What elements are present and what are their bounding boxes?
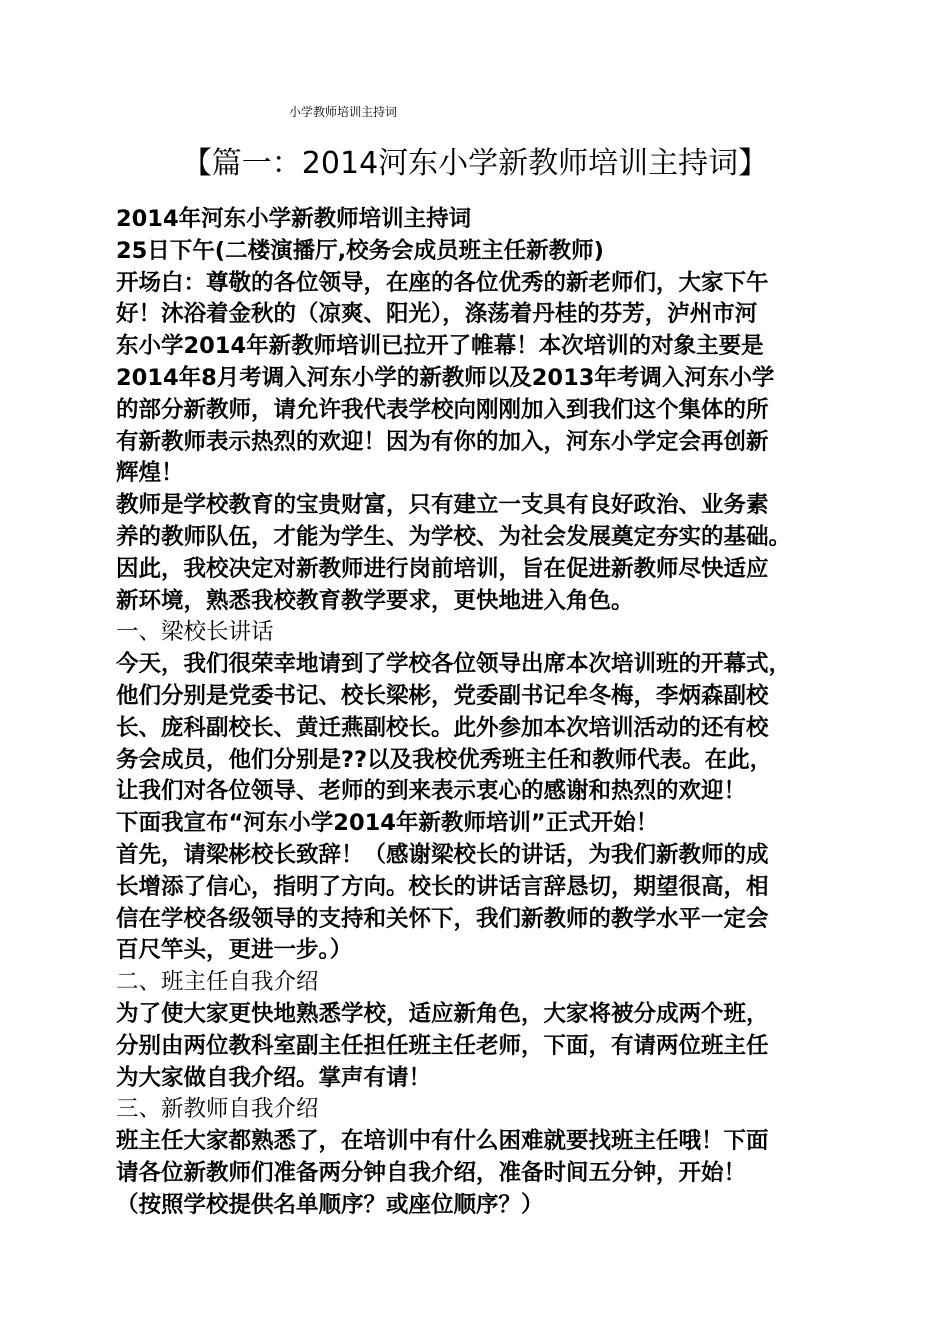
body-line: 好！沐浴着金秋的（凉爽、阳光），涤荡着丹桂的芬芳，泸州市河 [116, 301, 758, 328]
body-line: 务会成员，他们分别是??以及我校优秀班主任和教师代表。在此， [116, 746, 773, 773]
body-line: 2014年河东小学新教师培训主持词 [116, 206, 472, 232]
section-heading: 一、梁校长讲话 [116, 619, 274, 646]
body-line: （按照学校提供名单顺序？或座位顺序？） [116, 1191, 544, 1218]
section-heading: 三、新教师自我介绍 [116, 1096, 319, 1123]
body-line: 长增添了信心，指明了方向。校长的讲话言辞恳切，期望很高，相 [116, 873, 769, 900]
body-line: 让我们对各位领导、老师的到来表示衷心的感谢和热烈的欢迎！ [116, 778, 747, 805]
section-heading: 二、班主任自我介绍 [116, 969, 319, 996]
body-line: 首先，请梁彬校长致辞！（感谢梁校长的讲话，为我们新教师的成 [116, 841, 769, 868]
body-line: 信在学校各级领导的支持和关怀下，我们新教师的教学水平一定会 [116, 905, 769, 932]
document-title: 【篇一：2014河东小学新教师培训主持词】 [181, 146, 769, 181]
body-line: 他们分别是党委书记、校长梁彬，党委副书记牟冬梅，李炳森副校 [116, 682, 769, 709]
body-line: 教师是学校教育的宝贵财富，只有建立一支具有良好政治、业务素 [116, 492, 769, 519]
body-line: 请各位新教师们准备两分钟自我介绍，准备时间五分钟，开始！ [116, 1159, 747, 1186]
body-line: 有新教师表示热烈的欢迎！因为有你的加入，河东小学定会再创新 [116, 428, 769, 455]
document-body [116, 204, 836, 1222]
body-line: 下面我宣布“河东小学2014年新教师培训”正式开始！ [116, 810, 659, 837]
body-line: 因此，我校决定对新教师进行岗前培训，旨在促进新教师尽快适应 [116, 555, 769, 582]
body-line: 今天，我们很荣幸地请到了学校各位领导出席本次培训班的开幕式， [116, 651, 792, 678]
body-line: 为了使大家更快地熟悉学校，适应新角色，大家将被分成两个班， [116, 1000, 769, 1027]
body-line: 为大家做自我介绍。掌声有请！ [116, 1064, 432, 1091]
body-line: 开场白：尊敬的各位领导，在座的各位优秀的新老师们，大家下午 [116, 269, 769, 296]
body-line: 东小学2014年新教师培训已拉开了帷幕！本次培训的对象主要是 [116, 333, 764, 360]
body-line: 养的教师队伍，才能为学生、为学校、为社会发展奠定夯实的基础。 [116, 523, 792, 550]
body-line: 班主任大家都熟悉了，在培训中有什么困难就要找班主任哦！下面 [116, 1128, 769, 1155]
body-line: 长、庞科副校长、黄迁燕副校长。此外参加本次培训活动的还有校 [116, 714, 769, 741]
running-header: 小学教师培训主持词 [289, 105, 398, 119]
body-line: 25日下午(二楼演播厅,校务会成员班主任新教师) [116, 237, 604, 264]
body-line: 百尺竿头，更进一步。） [116, 937, 353, 964]
body-line: 2014年8月考调入河东小学的新教师以及2013年考调入河东小学 [116, 364, 775, 391]
body-line: 分别由两位教科室副主任担任班主任老师，下面，有请两位班主任 [116, 1032, 769, 1059]
body-line: 新环境，熟悉我校教育教学要求，更快地进入角色。 [116, 587, 634, 614]
body-line: 的部分新教师，请允许我代表学校向刚刚加入到我们这个集体的所 [116, 396, 769, 423]
body-line: 辉煌！ [116, 460, 184, 487]
